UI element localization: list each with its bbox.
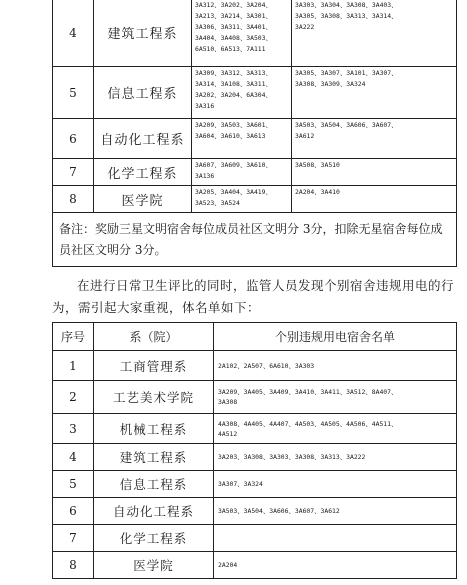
department-name: 机械工程系 [94, 414, 214, 444]
row-number: 5 [53, 67, 94, 119]
col-header-rooms: 个别违规用电宿舍名单 [214, 323, 457, 351]
row-number: 5 [53, 471, 94, 498]
violation-rooms: 3A203、3A308、3A303、3A308、3A313、3A222 [214, 444, 457, 471]
table-row [53, 351, 457, 381]
table-row [53, 525, 457, 552]
table-row [53, 471, 457, 498]
row-number: 3 [53, 414, 94, 444]
three-star-rooms: 3A312、3A202、3A204、 3A213、3A214、3A301、 3A306、3A311、3A401、 3A404、3A408、3A503、 6A510、6A513、7A111 [192, 0, 292, 67]
note-row [53, 213, 457, 267]
table-row [53, 552, 457, 579]
table-row [53, 414, 457, 444]
department-name: 自动化工程系 [94, 119, 192, 159]
violation-table [52, 322, 457, 579]
table-row [53, 381, 457, 414]
row-number: 7 [53, 525, 94, 552]
three-star-rooms: 3A309、3A312、3A313、 3A314、3A108、3A311、 3A202、3A204、6A304、 3A316 [192, 67, 292, 119]
department-name: 化学工程系 [94, 159, 192, 186]
remarks-note: 备注：奖励三星文明宿舍每位成员社区文明分 3分，扣除无星宿舍每位成员社区文明分 3分。 [53, 213, 457, 267]
table-row [53, 119, 457, 159]
row-number: 1 [53, 351, 94, 381]
row-number: 4 [53, 0, 94, 67]
violation-rooms: 3A209、3A405、3A409、3A410、3A411、3A512、8A407、 3A308 [214, 381, 457, 414]
department-name: 自动化工程系 [94, 498, 214, 525]
violation-rooms: 2A102、2A507、6A610、3A303 [214, 351, 457, 381]
department-name: 建筑工程系 [94, 444, 214, 471]
three-star-rooms: 3A205、3A404、3A419、 3A523、3A524 [192, 186, 292, 213]
row-number: 2 [53, 381, 94, 414]
table-row [53, 186, 457, 213]
table-row [53, 0, 457, 67]
no-star-rooms: 2A204、3A410 [292, 186, 457, 213]
col-header-number: 序号 [53, 323, 94, 351]
table-row [53, 159, 457, 186]
no-star-rooms: 3A508、3A510 [292, 159, 457, 186]
three-star-rooms: 3A607、3A609、3A610、 3A136 [192, 159, 292, 186]
star-dorm-table [52, 0, 457, 267]
department-name: 化学工程系 [94, 525, 214, 552]
row-number: 6 [53, 119, 94, 159]
violation-rooms: 3A503、3A504、3A606、3A607、3A612 [214, 498, 457, 525]
violation-rooms: 4A308、4A405、4A407、4A503、4A505、4A506、4A511、 4A512 [214, 414, 457, 444]
intro-paragraph: 在进行日常卫生评比的同时，监管人员发现个别宿舍违规用电的行为，需引起大家重视，体名单如下： [52, 278, 455, 315]
department-name: 工艺美术学院 [94, 381, 214, 414]
table-row [53, 67, 457, 119]
no-star-rooms: 3A303、3A304、3A308、3A403、 3A305、3A308、3A313、3A314、 3A222 [292, 0, 457, 67]
violation-rooms [214, 525, 457, 552]
department-name: 医学院 [94, 186, 192, 213]
no-star-rooms: 3A305、3A307、3A101、3A307、 3A308、3A309、3A324 [292, 67, 457, 119]
department-name: 建筑工程系 [94, 0, 192, 67]
department-name: 医学院 [94, 552, 214, 579]
table-header-row [53, 323, 457, 351]
department-name: 信息工程系 [94, 471, 214, 498]
no-star-rooms: 3A503、3A504、3A606、3A607、 3A612 [292, 119, 457, 159]
department-name: 信息工程系 [94, 67, 192, 119]
violation-rooms: 3A307、3A324 [214, 471, 457, 498]
row-number: 8 [53, 552, 94, 579]
table-row [53, 444, 457, 471]
col-header-department: 系（院） [94, 323, 214, 351]
department-name: 工商管理系 [94, 351, 214, 381]
row-number: 4 [53, 444, 94, 471]
row-number: 8 [53, 186, 94, 213]
row-number: 6 [53, 498, 94, 525]
three-star-rooms: 3A209、3A503、3A601、 3A604、3A610、3A613 [192, 119, 292, 159]
table-row [53, 498, 457, 525]
row-number: 7 [53, 159, 94, 186]
violation-rooms: 2A204 [214, 552, 457, 579]
